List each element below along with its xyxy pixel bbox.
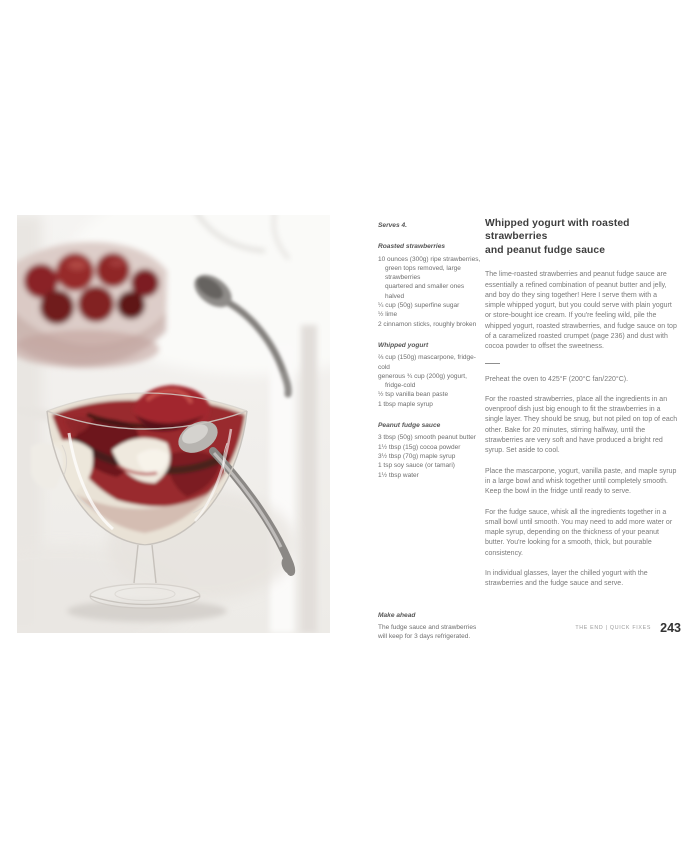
- ingredient-line: ½ tsp vanilla bean paste: [378, 391, 449, 399]
- recipe-step: Preheat the oven to 425°F (200°C fan/220°C).: [485, 375, 629, 383]
- ingredient-line: 1 tsp soy sauce (or tamari): [378, 462, 455, 470]
- dessert-photo-art: [17, 215, 330, 633]
- ingredient-line: generous ¾ cup (200g) yogurt,: [378, 372, 467, 380]
- section-divider: [485, 363, 500, 364]
- ingredient-line: 1½ tbsp water: [378, 471, 419, 479]
- ingredient-group-title: Roasted strawberries: [378, 243, 446, 251]
- ingredient-line: 1 tbsp maple syrup: [378, 400, 433, 408]
- page-number: 243: [660, 621, 681, 635]
- recipe-title-line2: and peanut fudge sauce: [485, 244, 606, 256]
- ingredient-group-title: Whipped yogurt: [378, 341, 429, 349]
- make-ahead-line: will keep for 3 days refrigerated.: [378, 633, 471, 641]
- strawberry-bowl: [17, 242, 167, 368]
- ingredients-sidebar: [378, 221, 484, 480]
- ingredient-line: green tops removed, large strawberries: [385, 264, 461, 282]
- ingredient-line: ¼ cup (50g) superfine sugar: [378, 302, 460, 310]
- ingredient-line: 10 ounces (300g) ripe strawberries,: [378, 255, 481, 263]
- recipe-step: For the fudge sauce, whisk all the ingredients together in a small bowl until smooth. You may need to add more water or maple syrup, depending on the thickness of your peanut butter. You're looking for a smooth, thick, but pourable consistency.: [485, 508, 673, 557]
- recipe-title: [485, 217, 679, 257]
- ingredient-line: quartered and smaller ones halved: [385, 283, 465, 300]
- chapter-label: THE END | QUICK FIXES: [575, 625, 652, 631]
- serves-label: Serves 4.: [378, 222, 407, 229]
- ingredient-line: fridge-cold: [385, 382, 416, 390]
- ingredient-line: 1½ tbsp (15g) cocoa powder: [378, 443, 461, 451]
- make-ahead-line: The fudge sauce and strawberries: [378, 623, 477, 631]
- ingredient-line: 2 cinnamon sticks, roughly broken: [378, 320, 477, 328]
- recipe-intro: The lime-roasted strawberries and peanut fudge sauce are essentially a refined combination of peanut butter and jelly, and boy do they sing together! Here I serve them with a simple whipped yogurt, but you could serve with plain yogurt or store-bought ice cream. If you're feeling wild, pile the whipped yogurt, roasted strawberries, and fudge sauce on top of a caramelized roasted crumpet (page 236) and dust with cocoa powder to offset the sweetness.: [485, 271, 677, 351]
- recipe-step: In individual glasses, layer the chilled yogurt with the strawberries and the fudge sauce and serve.: [485, 570, 648, 588]
- recipe-title-line1: Whipped yogurt with roasted strawberries: [485, 218, 630, 243]
- recipe-main-column: [485, 217, 679, 600]
- make-ahead-note: [378, 611, 498, 642]
- page-footer: [575, 621, 681, 635]
- ingredient-line: 3 tbsp (50g) smooth peanut butter: [378, 434, 476, 442]
- make-ahead-title: Make ahead: [378, 612, 416, 619]
- ingredient-line: ½ lime: [378, 311, 398, 319]
- dessert-photo: [17, 215, 330, 633]
- ingredient-group-title: Peanut fudge sauce: [378, 422, 441, 430]
- ingredient-line: 3½ tbsp (70g) maple syrup: [378, 452, 456, 460]
- ingredient-line: ⅔ cup (150g) mascarpone, fridge-cold: [378, 354, 476, 371]
- recipe-step: Place the mascarpone, yogurt, vanilla paste, and maple syrup in a large bowl and whisk together until completely smooth. Keep the bowl in the fridge until ready to serve.: [485, 467, 677, 496]
- recipe-step: For the roasted strawberries, place all the ingredients in an ovenproof dish just big enough to fit the strawberries in a single layer. They should be snug, but not piled on top of each other. Bake for 20 minutes, stirring halfway, until the strawberries are very soft and have produced a bright red syrup. Set aside to cool.: [485, 395, 678, 455]
